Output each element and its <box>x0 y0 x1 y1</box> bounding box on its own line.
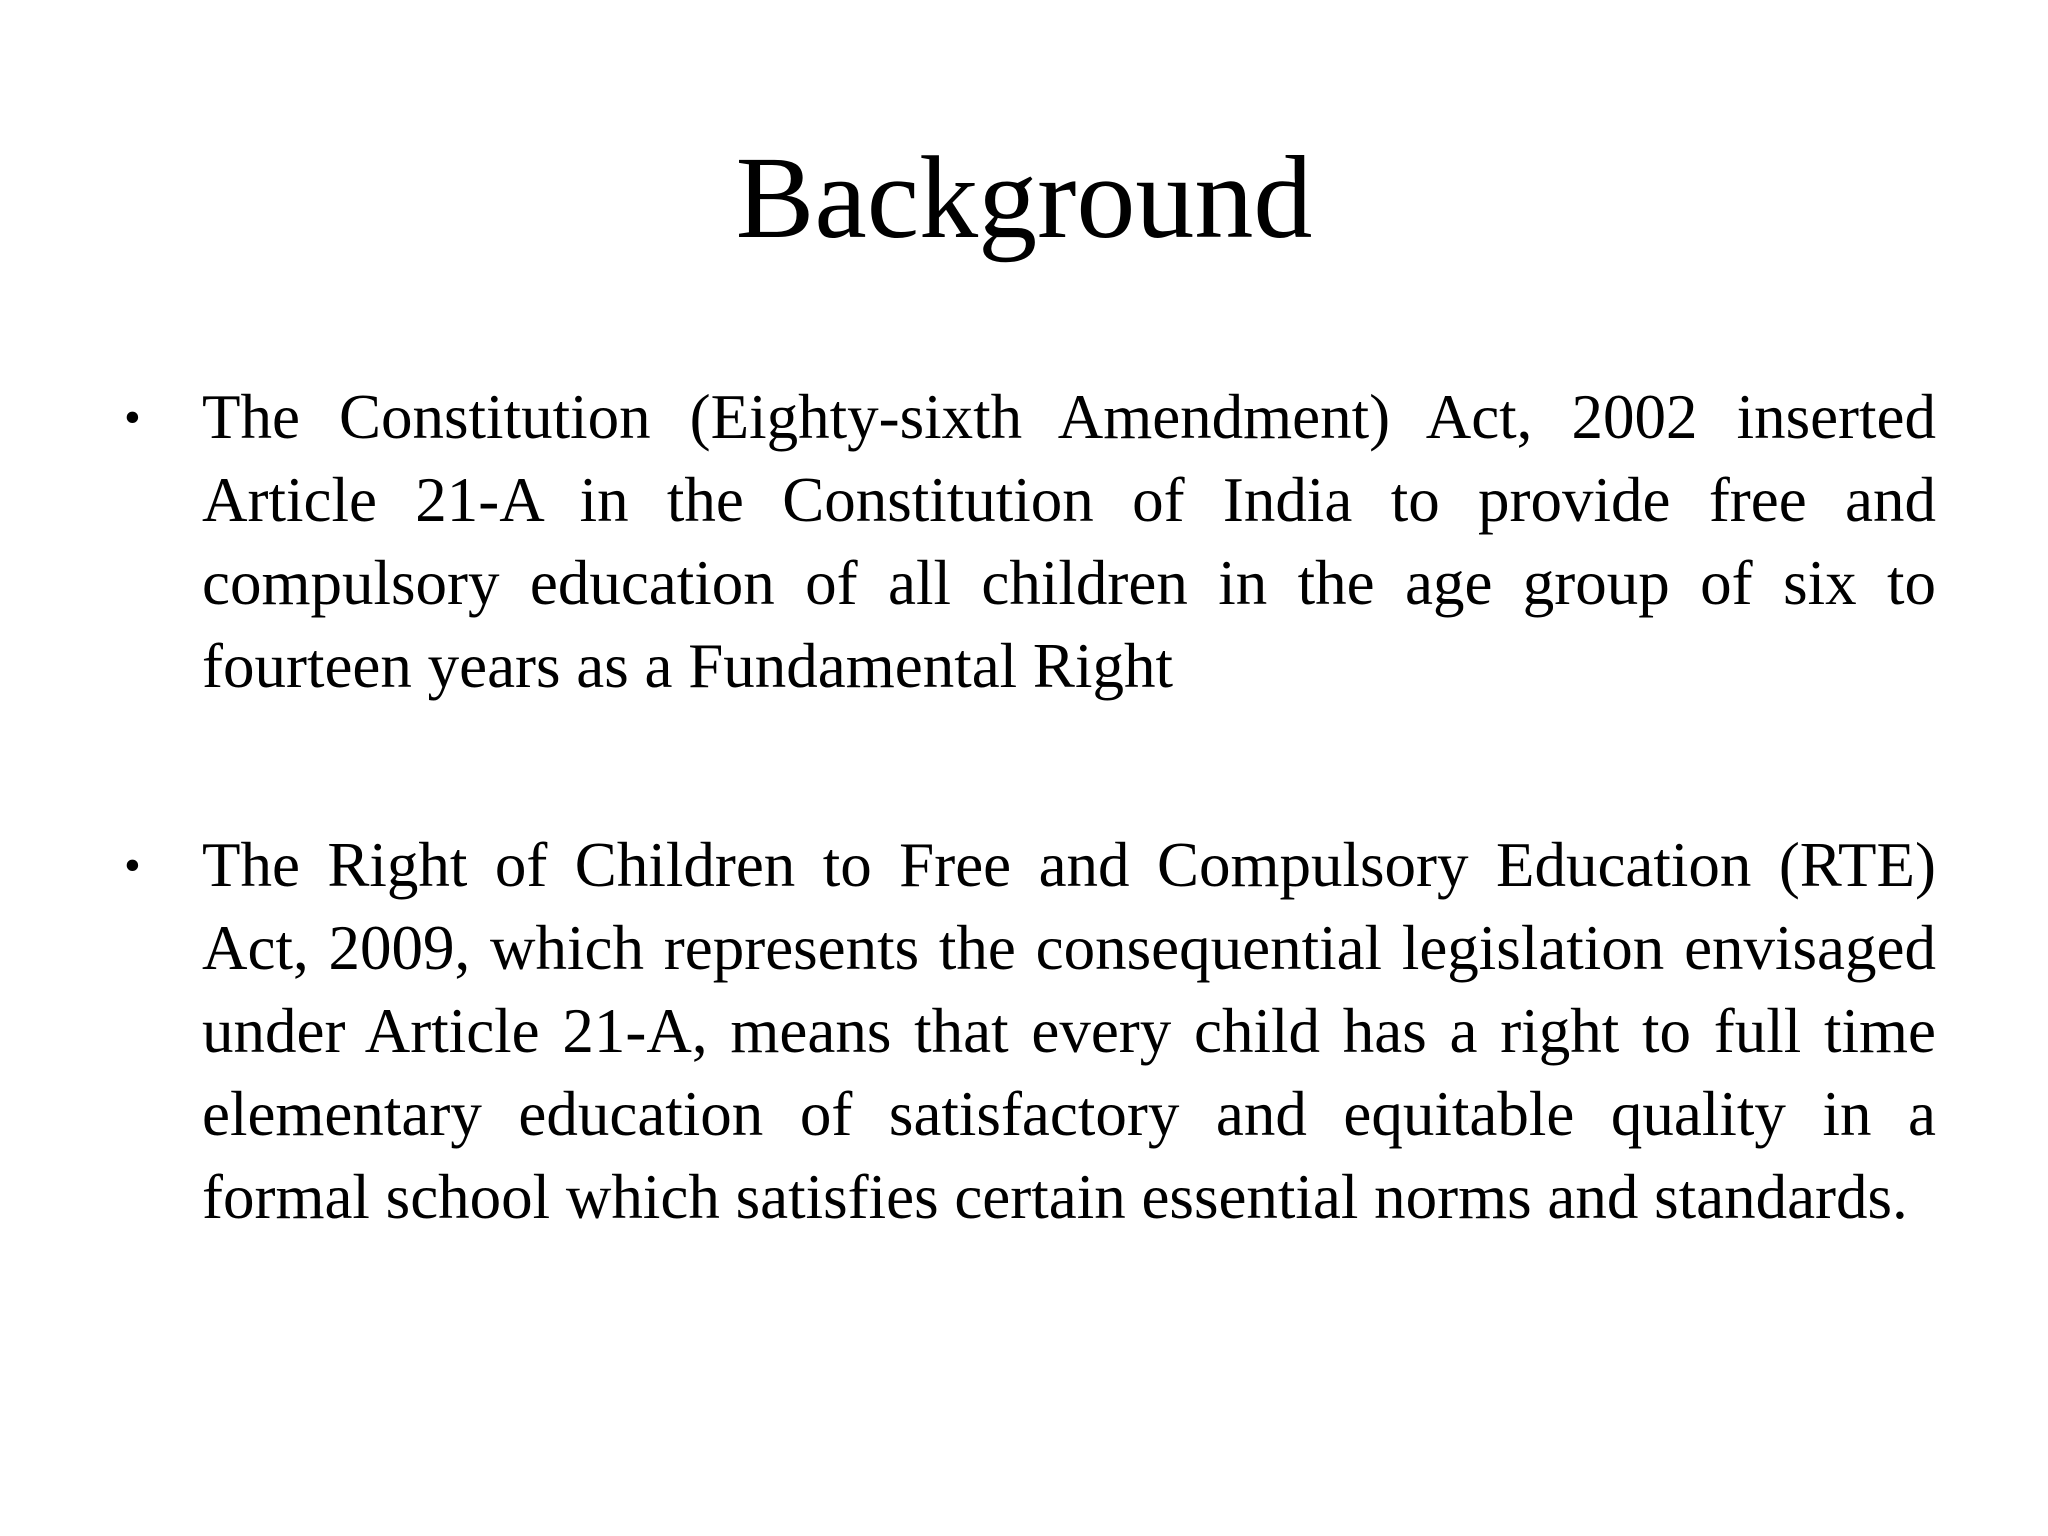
bullet-list <box>116 376 1936 1355</box>
bullet-text: The Constitution (Eighty-sixth Amendment) Act, 2002 inserted Article 21-A in the Constitution of India to provide free and compulsory education of all children in the age group of six to fourteen years as a Fundamental Right <box>202 382 1936 701</box>
bullet-icon: • <box>124 839 141 892</box>
bullet-icon: • <box>124 391 141 444</box>
slide-title: Background <box>735 132 1313 263</box>
bullet-item <box>116 376 1936 708</box>
bullet-item <box>116 824 1936 1239</box>
bullet-text: The Right of Children to Free and Compulsory Education (RTE) Act, 2009, which represents the consequential legislation envisaged under Article 21-A, means that every child has a right to full time elementary education of satisfactory and equitable quality in a formal school which satisfies certain essential norms and standards. <box>202 830 1936 1232</box>
